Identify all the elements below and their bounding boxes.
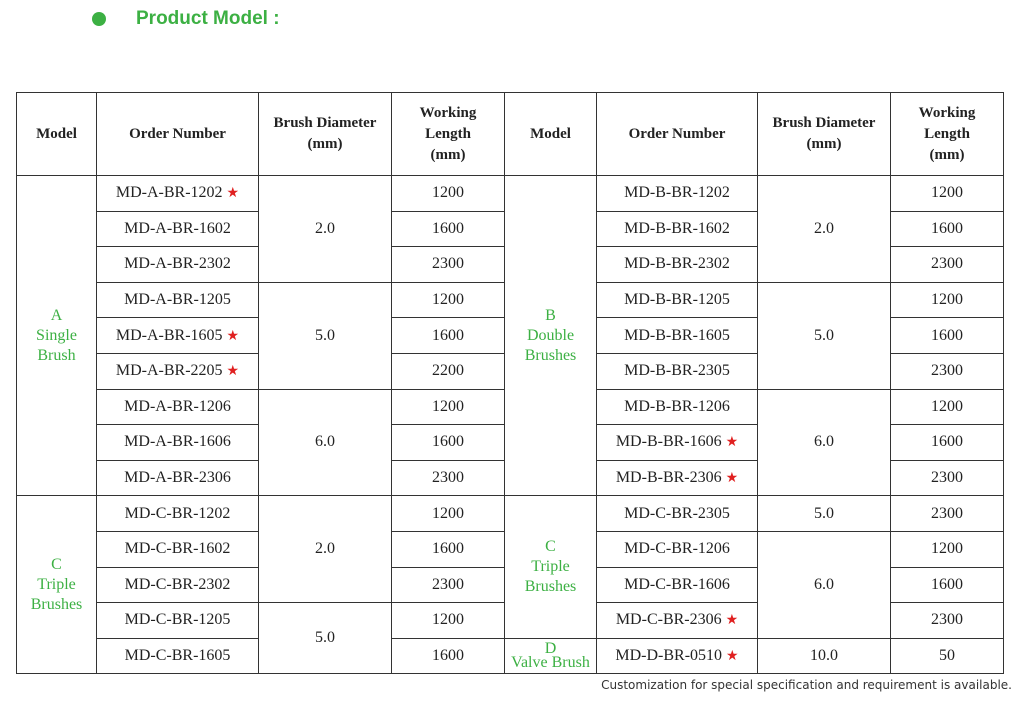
star-icon: ★: [226, 364, 240, 380]
order-number: MD-A-BR-1206: [124, 397, 231, 415]
order-number: MD-A-BR-1202: [115, 184, 223, 202]
brush-diameter-cell: 5.0: [758, 282, 891, 389]
working-length-cell: 1600: [891, 318, 1004, 354]
order-number-cell: [597, 176, 758, 212]
order-number-cell: [97, 567, 259, 603]
working-length-cell: 1600: [392, 638, 505, 674]
order-number-cell: [597, 603, 758, 639]
order-number-cell: [97, 282, 259, 318]
working-length-cell: 2300: [891, 247, 1004, 283]
working-length-cell: 1200: [392, 282, 505, 318]
order-number-cell: [597, 282, 758, 318]
header-col-working-length: Working Length (mm): [891, 93, 1004, 176]
order-number-cell: [597, 353, 758, 389]
order-number-cell: [97, 176, 259, 212]
working-length-cell: 1600: [392, 211, 505, 247]
star-icon: ★: [725, 613, 739, 629]
header-col-brush-diameter: Brush Diameter (mm): [758, 93, 891, 176]
table-header: [17, 93, 1004, 176]
order-number-cell: [97, 247, 259, 283]
brush-diameter-cell: 6.0: [758, 531, 891, 638]
order-number: MD-C-BR-2305: [624, 504, 730, 522]
order-number-cell: [597, 531, 758, 567]
order-number-cell: [97, 603, 259, 639]
brush-diameter-cell: 2.0: [259, 496, 392, 603]
order-number-cell: [597, 567, 758, 603]
working-length-cell: 2300: [891, 496, 1004, 532]
working-length-cell: 2300: [392, 567, 505, 603]
order-number-cell: [97, 425, 259, 461]
working-length-cell: 1200: [392, 176, 505, 212]
brush-diameter-cell: 5.0: [758, 496, 891, 532]
order-number-cell: [97, 531, 259, 567]
working-length-cell: 1200: [392, 389, 505, 425]
star-icon: ★: [725, 471, 739, 487]
working-length-cell: 1600: [891, 211, 1004, 247]
table-row: [17, 176, 1004, 212]
star-icon: ★: [726, 649, 739, 665]
working-length-cell: 1600: [392, 531, 505, 567]
order-number: MD-A-BR-1205: [124, 291, 231, 309]
order-number: MD-C-BR-1202: [124, 504, 231, 522]
model-cell: D Valve Brush: [505, 638, 597, 674]
order-number: MD-B-BR-1205: [624, 291, 730, 309]
brush-diameter-cell: 2.0: [758, 176, 891, 283]
header-col-model: Model: [17, 93, 97, 176]
brush-diameter-cell: 5.0: [259, 603, 392, 674]
brush-diameter-cell: 5.0: [259, 282, 392, 389]
order-number-cell: [597, 638, 758, 674]
model-cell: C Triple Brushes: [17, 496, 97, 674]
model-cell: C Triple Brushes: [505, 496, 597, 638]
working-length-cell: 2300: [392, 460, 505, 496]
bullet-dot-icon: [92, 12, 106, 26]
order-number-cell: [597, 425, 758, 461]
header-col-model: Model: [505, 93, 597, 176]
working-length-cell: 1200: [392, 603, 505, 639]
working-length-cell: 2200: [392, 353, 505, 389]
order-number-cell: [97, 318, 259, 354]
order-number-cell: [97, 211, 259, 247]
table-row: [17, 638, 1004, 674]
working-length-cell: 1200: [891, 389, 1004, 425]
order-number: MD-B-BR-1602: [624, 219, 730, 237]
section-header: [92, 4, 280, 34]
order-number: MD-B-BR-2305: [624, 362, 730, 380]
working-length-cell: 1600: [891, 567, 1004, 603]
order-number: MD-C-BR-1606: [624, 575, 730, 593]
model-cell: A Single Brush: [17, 176, 97, 496]
header-col-order-number: Order Number: [97, 93, 259, 176]
working-length-cell: 50: [891, 638, 1004, 674]
order-number: MD-A-BR-2306: [124, 469, 231, 487]
order-number: MD-A-BR-1602: [124, 219, 231, 237]
working-length-cell: 2300: [891, 353, 1004, 389]
order-number-cell: [97, 460, 259, 496]
header-col-working-length: Working Length (mm): [392, 93, 505, 176]
header-col-brush-diameter: Brush Diameter (mm): [259, 93, 392, 176]
brush-diameter-cell: 2.0: [259, 176, 392, 283]
order-number-cell: [597, 460, 758, 496]
star-icon: ★: [226, 186, 240, 202]
order-number: MD-A-BR-2302: [124, 255, 231, 273]
working-length-cell: 1200: [392, 496, 505, 532]
star-icon: ★: [226, 328, 240, 344]
order-number-cell: [597, 389, 758, 425]
brush-diameter-cell: 6.0: [758, 389, 891, 496]
working-length-cell: 1600: [891, 425, 1004, 461]
order-number: MD-C-BR-1205: [124, 611, 231, 629]
working-length-cell: 2300: [891, 460, 1004, 496]
order-number: MD-C-BR-1602: [124, 540, 231, 558]
order-number-cell: [97, 496, 259, 532]
order-number: MD-C-BR-1206: [624, 540, 730, 558]
order-number-cell: [597, 318, 758, 354]
order-number-cell: [597, 247, 758, 283]
header-col-order-number: Order Number: [597, 93, 758, 176]
order-number: MD-C-BR-2306: [615, 611, 722, 629]
brush-diameter-cell: 6.0: [259, 389, 392, 496]
order-number: MD-B-BR-2306: [615, 469, 722, 487]
order-number-cell: [97, 638, 259, 674]
order-number: MD-B-BR-2302: [624, 255, 730, 273]
order-number: MD-A-BR-1605: [115, 326, 223, 344]
table-body: [17, 176, 1004, 674]
order-number: MD-B-BR-1605: [624, 326, 730, 344]
working-length-cell: 1200: [891, 531, 1004, 567]
header-row: [17, 93, 1004, 176]
order-number: MD-D-BR-0510: [615, 647, 723, 665]
footnote: Customization for special specification and requirement is available.: [601, 678, 1012, 692]
table-row: [17, 496, 1004, 532]
working-length-cell: 1200: [891, 176, 1004, 212]
brush-diameter-cell: 10.0: [758, 638, 891, 674]
working-length-cell: 2300: [392, 247, 505, 283]
working-length-cell: 1600: [392, 318, 505, 354]
order-number-cell: [597, 211, 758, 247]
order-number: MD-C-BR-1605: [124, 647, 231, 665]
section-title: Product Model :: [136, 8, 280, 29]
order-number: MD-A-BR-1606: [124, 433, 231, 451]
order-number: MD-B-BR-1606: [615, 433, 722, 451]
order-number: MD-A-BR-2205: [115, 362, 223, 380]
order-number-cell: [597, 496, 758, 532]
working-length-cell: 1200: [891, 282, 1004, 318]
order-number: MD-B-BR-1202: [624, 184, 730, 202]
product-model-table: [16, 92, 1004, 674]
order-number-cell: [97, 353, 259, 389]
star-icon: ★: [725, 435, 739, 451]
model-cell: B Double Brushes: [505, 176, 597, 496]
working-length-cell: 1600: [392, 425, 505, 461]
working-length-cell: 2300: [891, 603, 1004, 639]
order-number: MD-C-BR-2302: [124, 575, 231, 593]
order-number-cell: [97, 389, 259, 425]
order-number: MD-B-BR-1206: [624, 397, 730, 415]
